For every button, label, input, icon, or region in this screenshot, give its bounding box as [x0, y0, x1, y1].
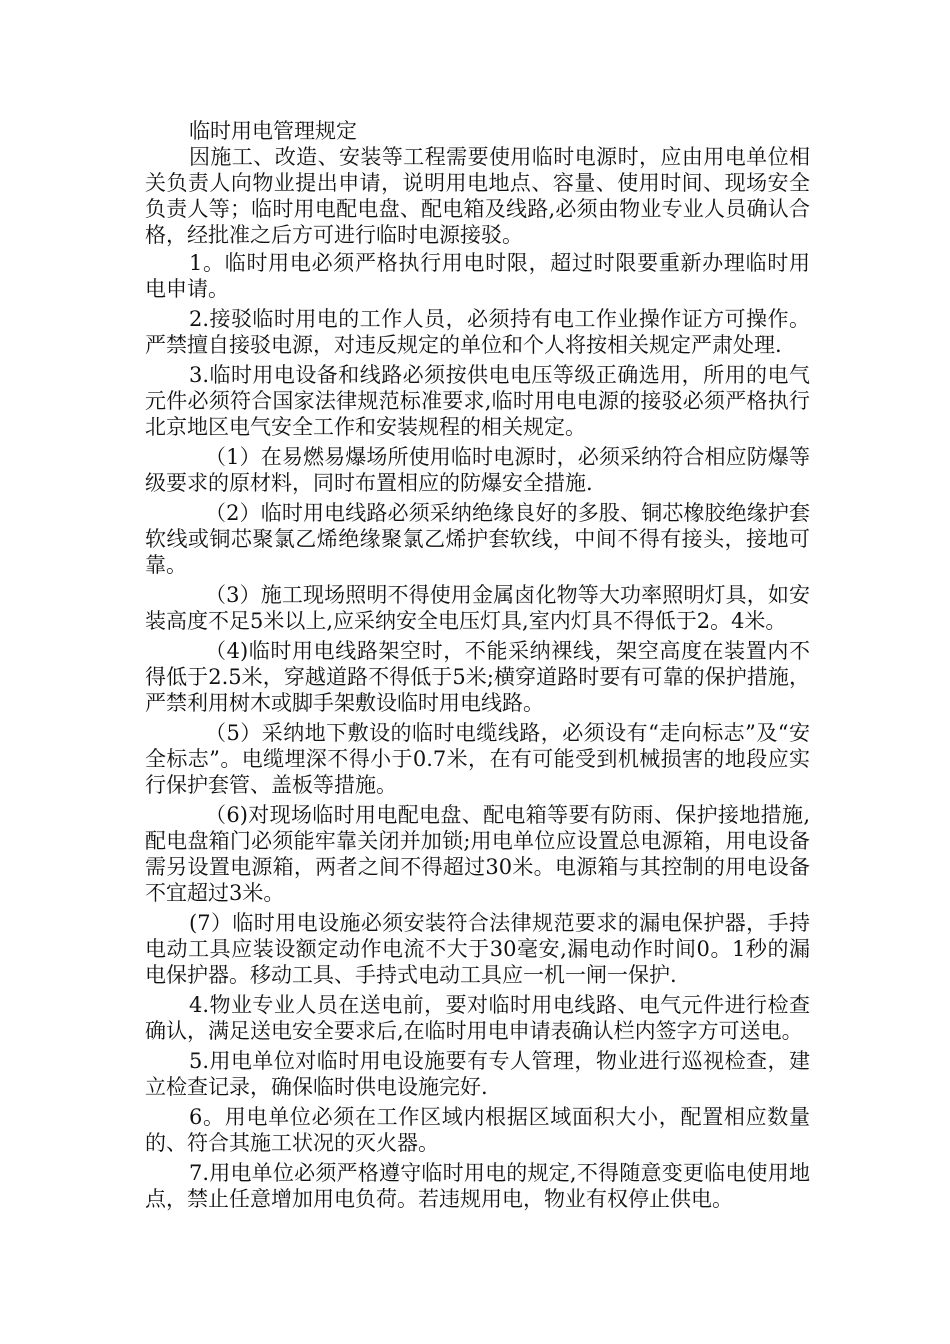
paragraph-item-2: 2.接驳临时用电的工作人员，必须持有电工作业操作证方可操作。严禁擅自接驳电源，对违反规定的单位和个人将按相关规定严肃处理. [145, 307, 810, 357]
paragraph-item-1: 1。临时用电必须严格执行用电时限，超过时限要重新办理临时用电申请。 [145, 251, 810, 301]
document-title: 临时用电管理规定 [189, 119, 357, 143]
paragraph-subitem-5: （5）采纳地下敷设的临时电缆线路，必须设有“走向标志”及“安全标志”。电缆埋深不得小于0.7米，在有可能受到机械损害的地段应实行保护套管、盖板等措施。 [145, 721, 810, 797]
paragraph-subitem-6: （6)对现场临时用电配电盘、配电箱等要有防雨、保护接地措施,配电盘箱门必须能牢靠关闭并加锁;用电单位应设置总电源箱，用电设备需另设置电源箱，两者之间不得超过30米。电源箱与其控制的用电设备不宜超过3米。 [145, 803, 810, 905]
paragraph-subitem-1: （1）在易燃易爆场所使用临时电源时，必须采纳符合相应防爆等级要求的原材料，同时布置相应的防爆安全措施. [145, 445, 810, 495]
paragraph-subitem-4: （4)临时用电线路架空时，不能采纳裸线，架空高度在装置内不得低于2.5米，穿越道路不得低于5米;横穿道路时要有可靠的保护措施，严禁利用树木或脚手架敷设临时用电线路。 [145, 639, 810, 715]
document-body [145, 118, 810, 1212]
paragraph-item-3: 3.临时用电设备和线路必须按供电电压等级正确选用，所用的电气元件必须符合国家法律规范标准要求,临时用电电源的接驳必须严格执行北京地区电气安全工作和安装规程的相关规定。 [145, 363, 810, 439]
paragraph-item-7: 7.用电单位必须严格遵守临时用电的规定,不得随意变更临电使用地点，禁止任意增加用电负荷。若违规用电，物业有权停止供电。 [145, 1161, 810, 1211]
paragraph-subitem-3: （3）施工现场照明不得使用金属卤化物等大功率照明灯具，如安装高度不足5米以上,应采纳安全电压灯具,室内灯具不得低于2。4米。 [145, 583, 810, 633]
paragraph-subitem-7: (7）临时用电设施必须安装符合法律规范要求的漏电保护器，手持电动工具应装设额定动作电流不大于30毫安,漏电动作时间0。1秒的漏电保护器。移动工具、手持式电动工具应一机一闸一保护. [145, 911, 810, 987]
paragraph-intro: 因施工、改造、安装等工程需要使用临时电源时，应由用电单位相关负责人向物业提出申请，说明用电地点、容量、使用时间、现场安全负责人等；临时用电配电盘、配电箱及线路,必须由物业专业人员确认合格，经批准之后方可进行临时电源接驳。 [145, 145, 810, 247]
paragraph-subitem-2: （2）临时用电线路必须采纳绝缘良好的多股、铜芯橡胶绝缘护套软线或铜芯聚氯乙烯绝缘聚氯乙烯护套软线，中间不得有接头，接地可靠。 [145, 501, 810, 577]
paragraph-item-5: 5.用电单位对临时用电设施要有专人管理，物业进行巡视检查，建立检查记录，确保临时供电设施完好. [145, 1049, 810, 1099]
paragraph-item-4: 4.物业专业人员在送电前，要对临时用电线路、电气元件进行检查确认，满足送电安全要求后,在临时用电申请表确认栏内签字方可送电。 [145, 993, 810, 1043]
paragraph-item-6: 6。用电单位必须在工作区域内根据区域面积大小，配置相应数量的、符合其施工状况的灭火器。 [145, 1105, 810, 1155]
